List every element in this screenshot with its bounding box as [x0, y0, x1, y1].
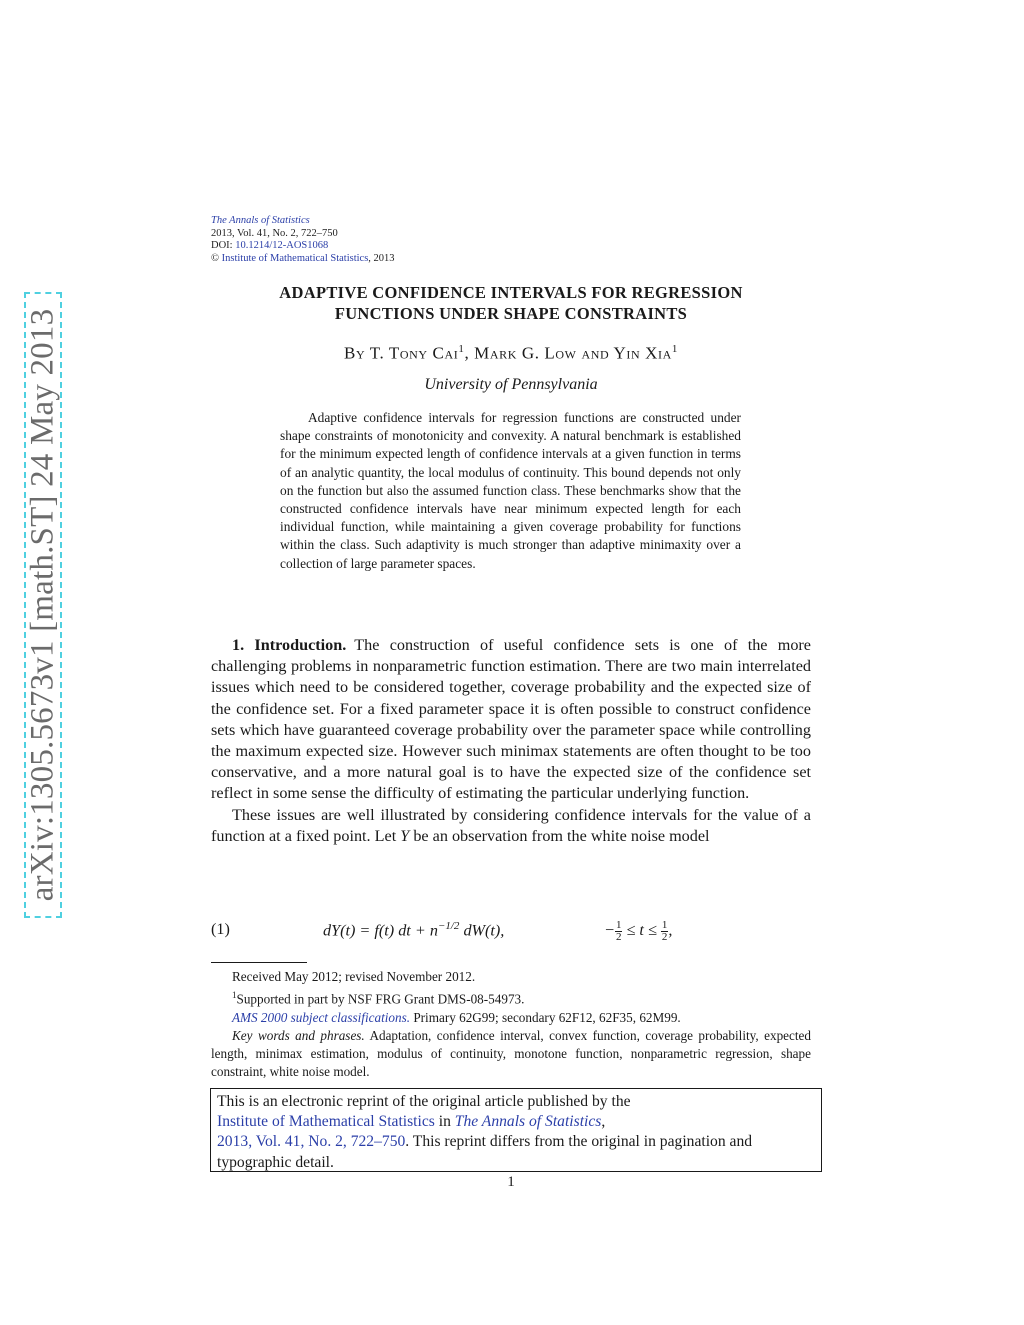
- footnote-mark: 1: [458, 343, 465, 355]
- equation-body: [323, 920, 504, 940]
- footnote-mark: 1: [671, 343, 678, 355]
- author-name: Mark G. Low: [474, 343, 577, 363]
- reprint-volume-link[interactable]: 2013, Vol. 41, No. 2, 722–750: [217, 1133, 406, 1151]
- fraction-denominator: 2: [661, 931, 668, 943]
- publisher-link[interactable]: Institute of Mathematical Statistics: [221, 252, 369, 264]
- support-text: Supported in part by NSF FRG Grant DMS-08-54973.: [236, 991, 525, 1007]
- footnotes: [211, 968, 811, 1082]
- arxiv-stamp: arXiv:1305.5673v1 [math.ST] 24 May 2013: [24, 308, 61, 902]
- equation-rhs: dW(t),: [459, 921, 505, 940]
- equation-number: (1): [211, 920, 230, 938]
- paragraph: [211, 805, 811, 847]
- section-heading: 1. Introduction.: [232, 636, 347, 654]
- reprint-journal-link[interactable]: The Annals of Statistics: [454, 1113, 602, 1131]
- paragraph-text: be an observation from the white noise model: [409, 826, 710, 845]
- copyright-year: , 2013: [368, 252, 395, 264]
- ams-classification: [211, 1009, 811, 1027]
- title-line-1: ADAPTIVE CONFIDENCE INTERVALS FOR REGRESSION: [279, 283, 743, 302]
- journal-volume: 2013, Vol. 41, No. 2, 722–750: [211, 227, 338, 239]
- fraction-numerator: 1: [615, 919, 622, 931]
- reprint-comma: ,: [601, 1113, 606, 1131]
- keywords-label: Key words and phrases.: [232, 1028, 365, 1043]
- equation-range: [604, 920, 672, 943]
- reprint-text: This is an electronic reprint of the original article published by the: [217, 1093, 631, 1110]
- received-note: Received May 2012; revised November 2012.: [232, 969, 476, 984]
- keywords-text: Adaptation, confidence interval, convex function, coverage probability, expected length, minimax estimation, modulus of continuity, monotone function, nonparametric regression, shape constraint, white noise model.: [211, 1028, 811, 1080]
- by-label: By: [344, 343, 366, 363]
- author-list: By T. Tony Cai$^1$, Mark G. Low and Yin Xia$^1$: [344, 343, 678, 363]
- doi-label: DOI:: [211, 240, 236, 251]
- journal-info: [211, 215, 395, 265]
- page-number: 1: [507, 1174, 515, 1190]
- author-name: Yin Xia: [613, 343, 672, 363]
- journal-name-link[interactable]: The Annals of Statistics: [211, 215, 310, 226]
- fraction-numerator: 1: [661, 919, 668, 931]
- minus-sign: −: [604, 921, 615, 940]
- support-note: [211, 986, 811, 1009]
- reprint-notice: [210, 1088, 822, 1172]
- range-inequality: ≤ t ≤: [622, 921, 661, 940]
- doi-link[interactable]: 10.1214/12-AOS1068: [235, 240, 329, 251]
- author-name: T. Tony Cai: [369, 343, 459, 363]
- keywords: [211, 1027, 811, 1082]
- paragraph-text: These issues are well illustrated by considering confidence intervals for the value of a function at a fixed point. Let: [211, 805, 811, 845]
- paragraph-text: The construction of useful confidence sets is one of the more challenging problems in nonparametric function estimation. There are two main interrelated issues which need to be considered together, coverage probability and the expected size of the confidence set. For a fixed parameter space it is often possible to construct confidence sets which have guaranteed coverage probability over the parameter space while controlling the maximum expected size. However such minimax statements are often thought to be too conservative, and a more natural goal is to have the expected size of the confidence set reflect in some sense the difficulty of estimating the particular underlying function.: [211, 636, 811, 803]
- math-variable: Y: [400, 826, 410, 845]
- range-end: ,: [668, 921, 673, 940]
- paper-title: [211, 282, 811, 324]
- reprint-publisher-link[interactable]: Institute of Mathematical Statistics: [217, 1113, 435, 1131]
- abstract-text: Adaptive confidence intervals for regression functions are constructed under shape constraints of monotonicity and convexity. A natural benchmark is established for the minimum expected length of confidence intervals at a given function in terms of an analytic quantity, the local modulus of continuity. This bound depends not only on the function but also the assumed function class. These benchmarks show that the constructed confidence intervals have near minimum expected length for each individual function, while maintaining a given coverage probability for functions within the class. Such adaptivity is much stronger than adaptive minimaxity over a collection of large parameter spaces.: [280, 410, 741, 571]
- ams-text: Primary 62G99; secondary 62F12, 62F35, 62M99.: [410, 1009, 681, 1025]
- footnote-divider: [211, 962, 307, 963]
- equation-exponent: −1/2: [437, 920, 460, 932]
- footnote-mark: 1: [232, 990, 237, 1001]
- title-line-2: FUNCTIONS UNDER SHAPE CONSTRAINTS: [334, 304, 688, 323]
- copyright-icon: ©: [211, 252, 219, 264]
- paragraph: [211, 635, 811, 805]
- reprint-in: in: [434, 1113, 455, 1131]
- equation-lhs: dY(t) = f(t) dt + n: [323, 921, 438, 940]
- affiliation: University of Pennsylvania: [424, 376, 598, 393]
- fraction-denominator: 2: [615, 931, 622, 943]
- introduction-section: [211, 635, 811, 847]
- and-label: and: [581, 343, 610, 363]
- equation-1: [211, 920, 811, 944]
- reprint-rest: . This reprint differs from the original in pagination and typographic detail.: [217, 1133, 753, 1171]
- ams-link[interactable]: AMS 2000 subject classifications.: [232, 1009, 411, 1025]
- abstract: [280, 409, 741, 573]
